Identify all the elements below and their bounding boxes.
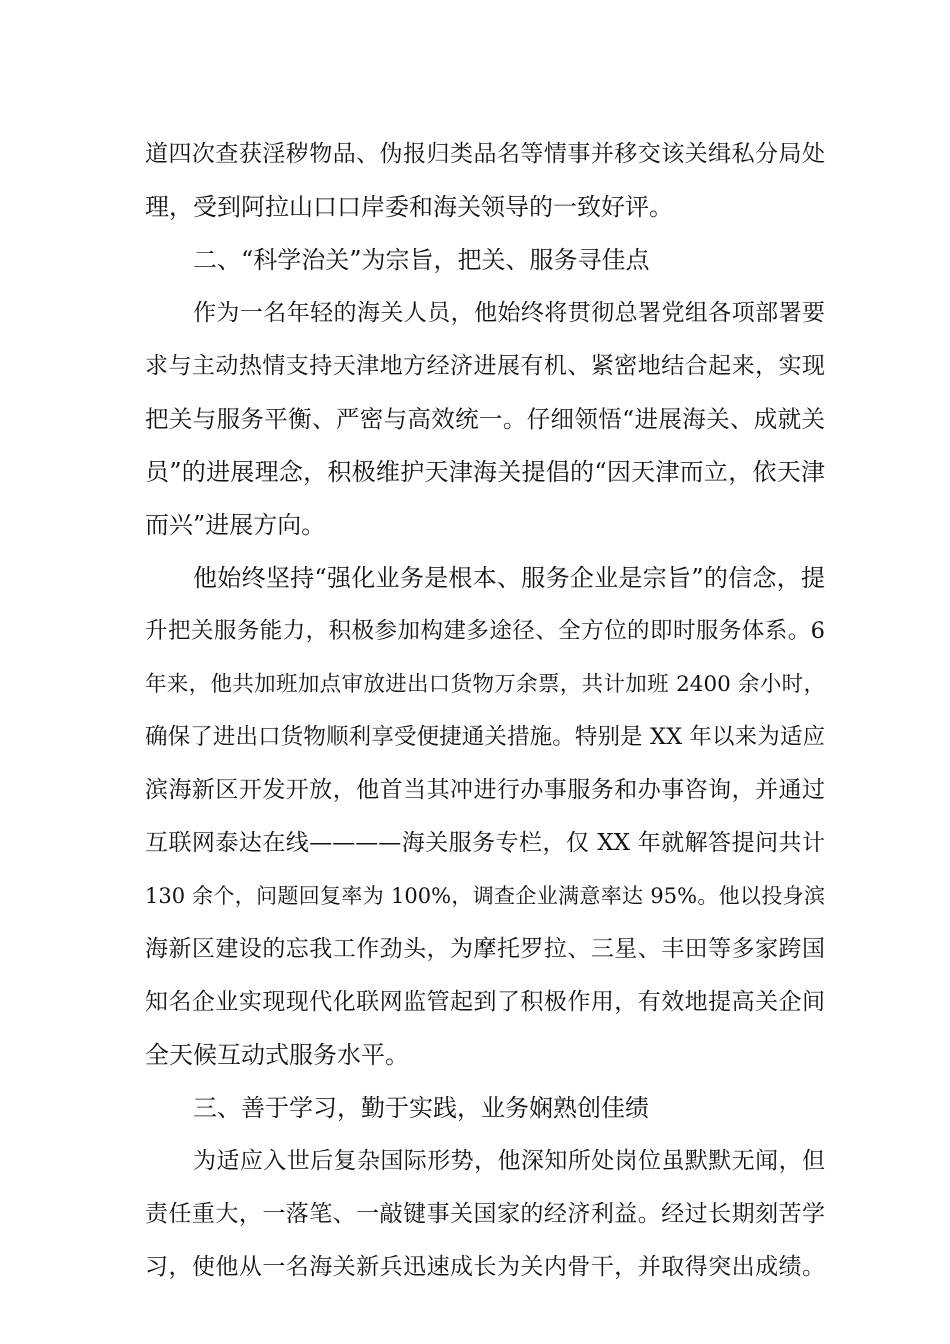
- paragraph-line: 海新区建设的忘我工作劲头，为摩托罗拉、三星、丰田等多家跨国: [145, 936, 825, 962]
- paragraph-line: 责任重大，一落笔、一敲键事关国家的经济利益。经过长期刻苦学: [145, 1201, 825, 1227]
- section-heading: 二、“科学治关”为宗旨，把关、服务寻佳点: [193, 246, 650, 274]
- section-heading: 三、善于学习，勤于实践，业务娴熟创佳绩: [193, 1094, 649, 1122]
- paragraph-line: 他始终坚持“强化业务是根本、服务企业是宗旨”的信念，提: [193, 564, 825, 592]
- paragraph-line: 把关与服务平衡、严密与高效统一。仔细领悟“进展海关、成就关: [145, 405, 825, 433]
- paragraph-line: 而兴”进展方向。: [145, 511, 326, 539]
- paragraph-line: 为适应入世后复杂国际形势，他深知所处岗位虽默默无闻，但: [193, 1148, 825, 1174]
- paragraph-line: 年来，他共加班加点审放进出口货物万余票，共计加班 2400 余小时，: [145, 672, 825, 697]
- document-body: [145, 128, 825, 1294]
- paragraph-line: 确保了进出口货物顺利享受便捷通关措施。特别是 XX 年以来为适应: [145, 724, 825, 750]
- paragraph-line: 滨海新区开发开放，他首当其冲进行办事服务和办事咨询，并通过: [145, 777, 825, 803]
- paragraph-line: 理，受到阿拉山口口岸委和海关领导的一致好评。: [145, 193, 673, 221]
- paragraph-line: 求与主动热情支持天津地方经济进展有机、紧密地结合起来，实现: [145, 353, 825, 379]
- paragraph-line: 升把关服务能力，积极参加构建多途径、全方位的即时服务体系。6: [145, 618, 825, 644]
- paragraph-line: 道四次查获淫秽物品、伪报归类品名等情事并移交该关缉私分局处: [145, 141, 825, 167]
- paragraph-line: 全天候互动式服务水平。: [145, 1041, 409, 1069]
- paragraph-line: 130 余个，问题回复率为 100%，调查企业满意率达 95%。他以投身滨: [145, 884, 825, 908]
- paragraph-line: 知名企业实现现代化联网监管起到了积极作用，有效地提高关企间: [145, 989, 825, 1015]
- paragraph-line: 员”的进展理念，积极维护天津海关提倡的“因天津而立，依天津: [145, 458, 825, 486]
- paragraph-line: 互联网泰达在线————海关服务专栏，仅 XX 年就解答提问共计: [145, 830, 825, 856]
- paragraph-line: 习，使他从一名海关新兵迅速成长为关内骨干，并取得突出成绩。: [145, 1254, 825, 1280]
- paragraph-line: 作为一名年轻的海关人员，他始终将贯彻总署党组各项部署要: [193, 300, 825, 326]
